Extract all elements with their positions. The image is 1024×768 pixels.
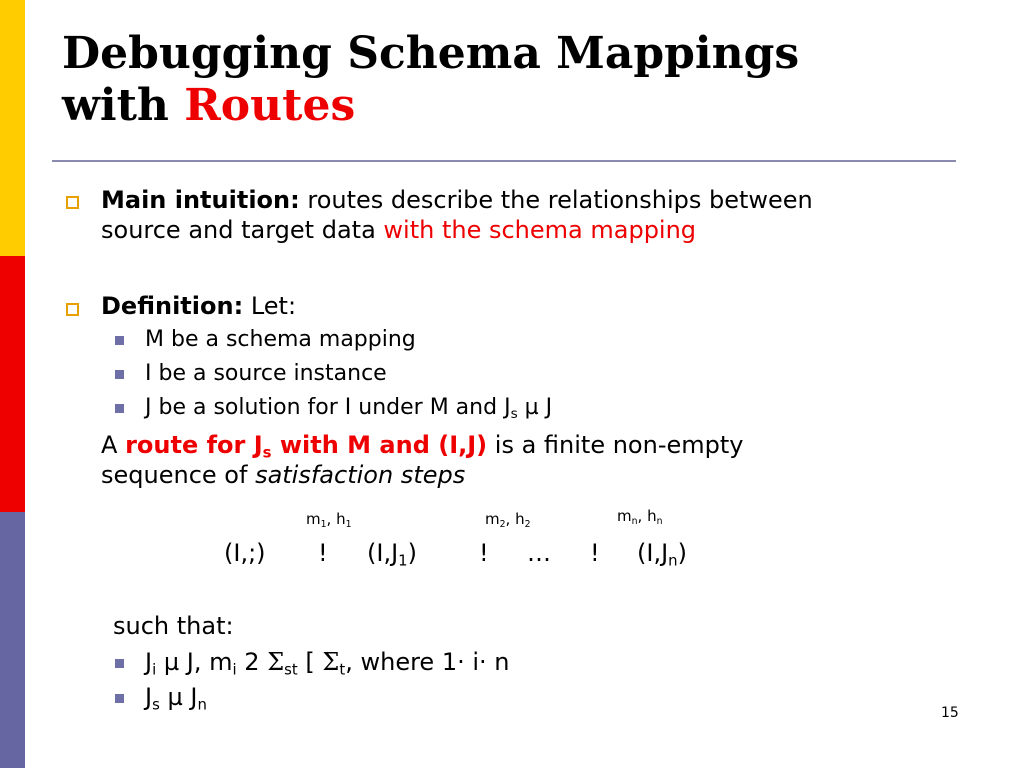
title-line-2 — [62, 80, 799, 132]
left-stripe-purple — [0, 512, 25, 768]
step-label-sub: n — [631, 515, 638, 527]
instance-subscript: n — [668, 551, 678, 570]
step-label-1 — [306, 510, 352, 528]
step-label-h: , h — [505, 510, 525, 528]
route-term — [125, 431, 488, 462]
arrow-symbol: ! — [479, 539, 489, 567]
solution-text: J be a solution for I under M and J — [145, 395, 511, 420]
instance-step-1 — [367, 538, 417, 568]
title-divider — [52, 160, 956, 162]
title-prefix: with — [62, 80, 169, 131]
step-label-sub: n — [656, 515, 663, 527]
condition-2 — [145, 682, 207, 712]
cond-sub: i — [232, 660, 237, 679]
cond-rest: , where 1· i· n — [345, 648, 510, 676]
solution-subscript: s — [510, 406, 518, 423]
sub-bullet-icon — [115, 404, 124, 413]
sigma-icon: Σ — [322, 648, 340, 676]
cond-sub: n — [197, 695, 207, 714]
bullet-text-red: with the schema mapping — [383, 216, 697, 244]
left-stripe-yellow — [0, 0, 25, 256]
instance-text: (I,J — [367, 539, 399, 567]
route-term-a: route for J — [125, 431, 263, 459]
step-label-sub: 2 — [499, 518, 506, 530]
solution-relation: µ J — [524, 395, 553, 420]
square-bullet-icon — [66, 196, 79, 209]
sub-bullet-mapping: M be a schema mapping — [145, 327, 416, 352]
route-line2-italic: satisfaction steps — [255, 461, 466, 489]
title-highlight: Routes — [184, 80, 356, 131]
cond-j: J — [145, 648, 153, 676]
step-label-2 — [485, 510, 531, 528]
cond-sub: i — [152, 660, 157, 679]
instance-close: ) — [677, 539, 687, 567]
step-label-h: , h — [637, 507, 657, 525]
sub-bullet-icon — [115, 336, 124, 345]
instance-initial: (I,;) — [224, 539, 266, 567]
instance-subscript: 1 — [398, 551, 408, 570]
title-line-1: Debugging Schema Mappings — [62, 28, 800, 79]
bullet-label: Main intuition: — [101, 186, 300, 214]
route-pre: A — [101, 431, 118, 459]
cond-j: J — [145, 683, 153, 711]
instance-close: ) — [407, 539, 417, 567]
step-label-m: m — [306, 510, 321, 528]
route-term-b: with M and (I,J) — [279, 431, 488, 459]
sub-bullet-source: I be a source instance — [145, 361, 387, 386]
cond-mu: µ J — [167, 683, 198, 711]
bullet-text-plain: source and target data — [101, 216, 376, 244]
route-line2-pre: sequence of — [101, 461, 248, 489]
square-bullet-icon — [66, 303, 79, 316]
instance-step-n — [637, 538, 687, 568]
instance-text: (I,J — [637, 539, 669, 567]
cond-mu: µ J, m — [163, 648, 233, 676]
step-label-h: , h — [326, 510, 346, 528]
sub-bullet-icon — [115, 694, 124, 703]
sub-bullet-icon — [115, 370, 124, 379]
bullet-main-intuition-line2 — [101, 215, 696, 245]
slide-title — [62, 28, 799, 132]
cond-sub: t — [339, 660, 346, 679]
route-term-sub: s — [262, 443, 272, 462]
step-label-sub: 2 — [524, 518, 531, 530]
cond-in: 2 — [244, 648, 260, 676]
sigma-icon: Σ — [267, 648, 285, 676]
route-post: is a finite non-empty — [494, 431, 744, 459]
sub-bullet-icon — [115, 659, 124, 668]
cond-union: [ — [305, 648, 315, 676]
cond-sub: s — [152, 695, 160, 714]
page-number: 15 — [941, 705, 959, 721]
route-definition-line1 — [101, 430, 743, 460]
arrow-symbol: ! — [318, 539, 328, 567]
bullet-main-intuition-line1 — [101, 185, 813, 215]
step-label-sub: 1 — [345, 518, 352, 530]
step-label-m: m — [485, 510, 500, 528]
sub-bullet-solution — [145, 394, 552, 422]
bullet-text: Let: — [250, 292, 297, 320]
condition-1 — [145, 647, 509, 677]
step-label-n — [617, 507, 662, 525]
step-label-sub: 1 — [320, 518, 327, 530]
route-definition-line2 — [101, 460, 465, 490]
bullet-label: Definition: — [101, 292, 244, 320]
left-stripe-red — [0, 256, 25, 512]
step-label-m: m — [617, 507, 632, 525]
cond-sub: st — [284, 660, 298, 679]
bullet-definition — [101, 291, 296, 321]
ellipsis: … — [527, 539, 551, 567]
arrow-symbol: ! — [590, 539, 600, 567]
such-that-label: such that: — [113, 612, 234, 640]
bullet-text: routes describe the relationships between — [307, 186, 813, 214]
